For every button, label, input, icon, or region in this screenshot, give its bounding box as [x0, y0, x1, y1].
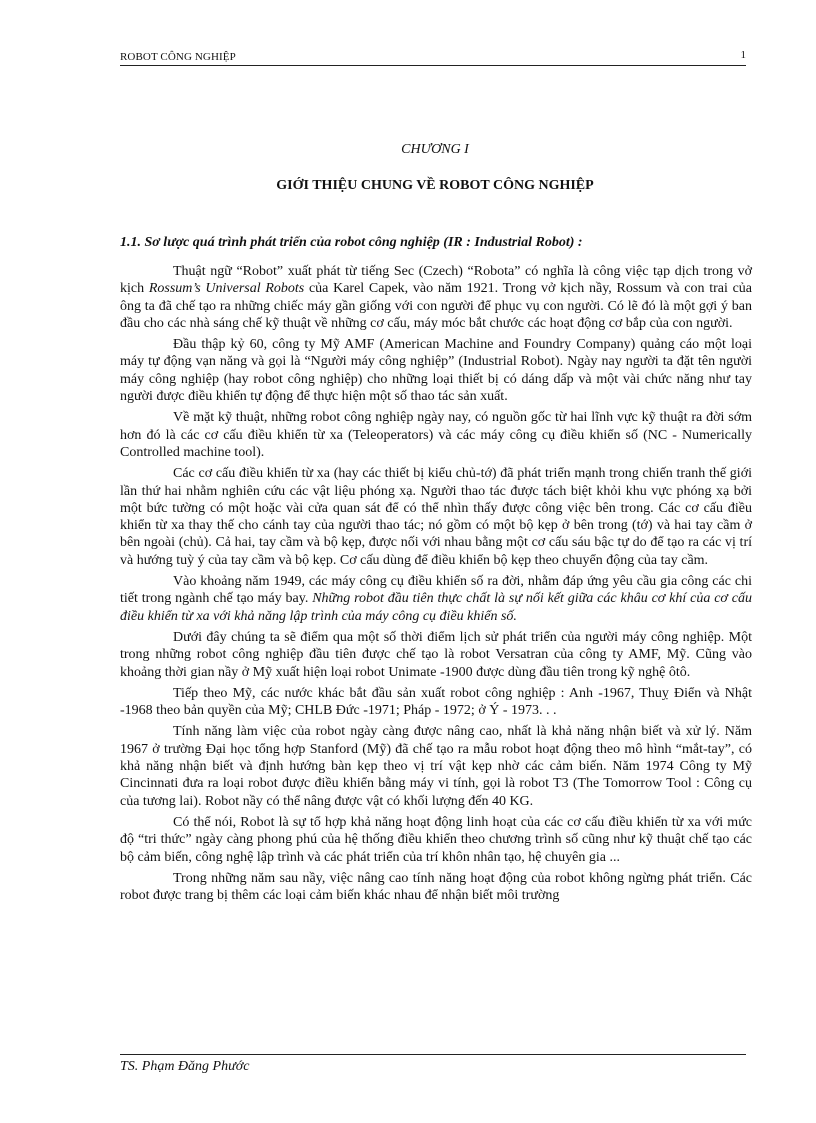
paragraph-5-text: Vào khoảng năm 1949, các máy công cụ điều khiển số ra đời, nhằm đáp ứng yêu cầu gia công các chi tiết trong ngành chế tạo máy bay.: [120, 574, 752, 607]
paragraph-1: [120, 263, 752, 332]
section-title: 1.1. Sơ lược quá trình phát triển của robot công nghiệp (IR : Industrial Robot) :: [120, 235, 583, 250]
play-title: Rossum’s Universal Robots: [148, 281, 305, 297]
paragraph-1-text-b: của Karel Capek, vào năm 1921. Trong vở kịch nầy, Rossum và con trai của ông ta đã chế tạo ra những chiếc máy gần giống với con người để phục vụ con người. Có lẽ đó là một gợi ý ban đầu cho các nhà sáng chế kỹ thuật về những cơ cấu, máy móc bắt chước các hoạt động cơ bắp của con người.: [120, 281, 753, 331]
footer-rule: [120, 1054, 746, 1055]
page-header: [120, 45, 746, 67]
page-number: 1: [740, 49, 746, 61]
paragraph-7: Tiếp theo Mỹ, các nước khác bắt đầu sản xuất robot công nghiệp : Anh -1967, Thuỵ Điển và Nhật -1968 theo bản quyền của Mỹ; CHLB Đức -1971; Pháp - 1972; ở Ý - 1973. . .: [120, 685, 752, 719]
paragraph-5: [120, 573, 752, 625]
header-rule: [120, 65, 746, 66]
paragraph-10: Trong những năm sau nầy, việc nâng cao tính năng hoạt động của robot không ngừng phát triển. Các robot được trang bị thêm các loại cảm biến khác nhau để nhận biết môi trường: [120, 870, 752, 904]
paragraph-3: Về mặt kỹ thuật, những robot công nghiệp ngày nay, có nguồn gốc từ hai lĩnh vực kỹ thuật ra đời sớm hơn đó là các cơ cấu điều khiển từ xa (Teleoperators) và các máy công cụ điều khiển số (NC - Numerically Controlled machine tool).: [120, 410, 752, 460]
body-text: [120, 263, 752, 908]
chapter-label: CHƯƠNG I: [401, 142, 469, 157]
running-header-title: ROBOT CÔNG NGHIỆP: [120, 51, 236, 63]
paragraph-2: Đầu thập kỷ 60, công ty Mỹ AMF (American Machine and Foundry Company) quảng cáo một loại máy tự động vạn năng và gọi là “Người máy công nghiệp” (Industrial Robot). Ngày nay người ta đặt tên người máy công nghiệp (hay robot công nghiệp) cho những loại thiết bị có dáng dấp và một vài chức năng như tay người được điều khiển tự động để thực hiện một số thao tác sản xuất.: [120, 337, 752, 405]
chapter-heading: GIỚI THIỆU CHUNG VỀ ROBOT CÔNG NGHIỆP: [276, 178, 594, 193]
paragraph-6: Dưới đây chúng ta sẽ điểm qua một số thời điểm lịch sử phát triển của người máy công nghiệp. Một trong những robot công nghiệp đầu tiên được chế tạo là robot Versatran của công ty AMF, Mỹ. Cũng vào khoảng thời gian nầy ở Mỹ xuất hiện loại robot Unimate -1900 được dùng đầu tiên trong kỹ nghệ ôtô.: [120, 629, 752, 680]
paragraph-8: Tính năng làm việc của robot ngày càng được nâng cao, nhất là khả năng nhận biết và xử lý. Năm 1967 ở trường Đại học tổng hợp Stanford (Mỹ) đã chế tạo ra mẫu robot hoạt động theo mô hình “mắt-tay”, có khả năng nhận biết và định hướng bàn kẹp theo vị trí vật kẹp nhờ các cảm biến. Năm 1974 Công ty Mỹ Cincinnati đưa ra loại robot được điều khiển bằng máy vi tính, gọi là robot T3 (The Tomorrow Tool : Công cụ của tương lai). Robot nầy có thể nâng được vật có khối lượng đến 40 KG.: [120, 724, 752, 809]
footer-author: TS. Phạm Đăng Phước: [120, 1059, 250, 1074]
paragraph-4: Các cơ cấu điều khiển từ xa (hay các thiết bị kiểu chủ-tớ) đã phát triển mạnh trong chiến tranh thế giới lần thứ hai nhằm nghiên cứu các vật liệu phóng xạ. Người thao tác được tách biệt khỏi khu vực phóng xạ bởi một bức tường có một hoặc vài cửa quan sát để có thể nhìn thấy được công việc bên trong. Các cơ cấu điều khiển từ xa thay thế cho cánh tay của người thao tác; nó gồm có một bộ kẹp ở bên trong (tớ) và hai tay cầm ở bên ngoài (chủ). Cả hai, tay cầm và bộ kẹp, được nối với nhau bằng một cơ cấu sáu bậc tự do để tạo ra các vị trí và hướng tuỳ ý của tay cầm và bộ kẹp. Cơ cấu dùng để điều khiển bộ kẹp theo chuyển động của tay cầm.: [120, 466, 752, 568]
paragraph-1-text-a: Thuật ngữ “Robot” xuất phát từ tiếng Sec (Czech) “Robota” có nghĩa là công việc tạp dịch trong vở kịch: [120, 264, 752, 297]
paragraph-9: Có thể nói, Robot là sự tổ hợp khả năng hoạt động linh hoạt của các cơ cấu điều khiển từ xa với mức độ “tri thức” ngày càng phong phú của hệ thống điều khiển theo chương trình số cũng như kỹ thuật chế tạo các bộ cảm biến, công nghệ lập trình và các phát triển của trí khôn nhân tạo, hệ chuyên gia ...: [120, 814, 752, 865]
paragraph-5-emphasis: Những robot đầu tiên thực chất là sự nối kết giữa các khâu cơ khí của cơ cấu điều khiển từ xa với khả năng lập trình của máy công cụ điều khiển số.: [120, 591, 752, 624]
